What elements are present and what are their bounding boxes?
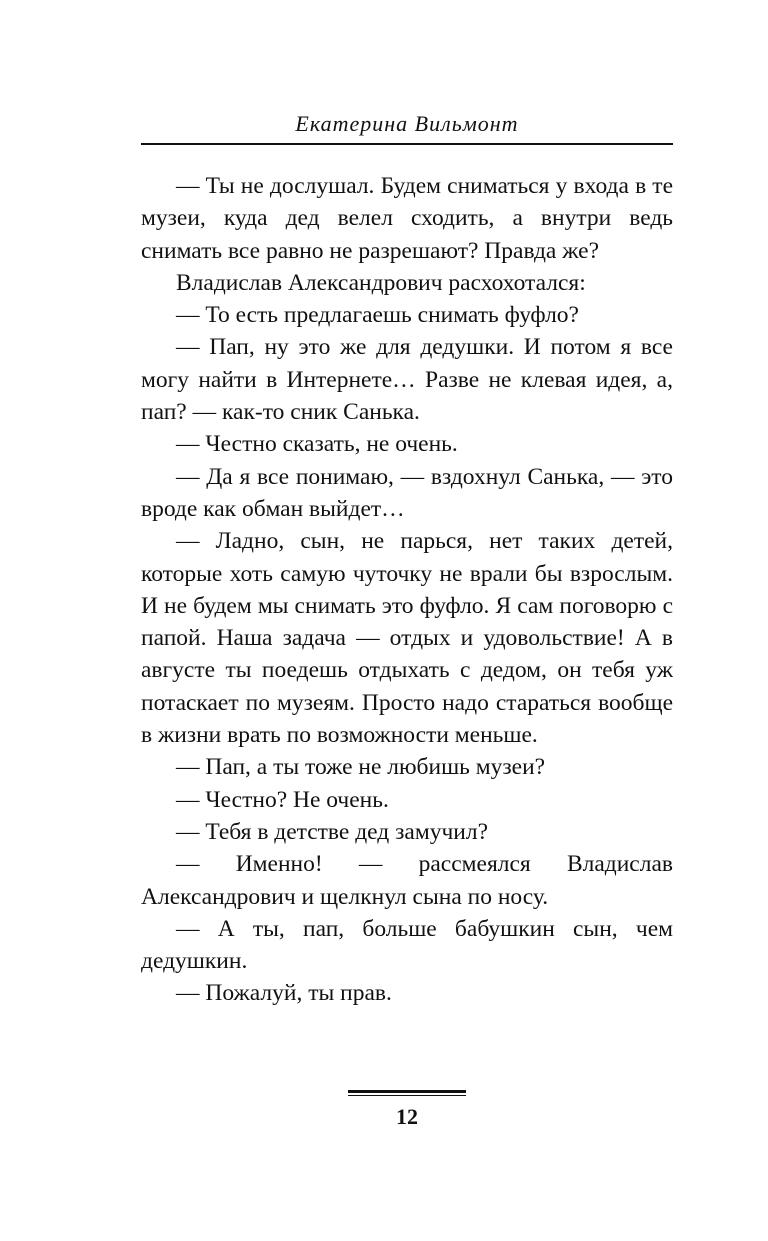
paragraph: — Пап, а ты тоже не любишь музеи? (176, 754, 546, 781)
paragraph: — Именно! — рассмеялся Владислав Александрович и щелкнул сына по носу. (141, 851, 673, 910)
paragraph: — Пожалуй, ты прав. (176, 980, 392, 1007)
paragraph: — Пап, ну это же для дедушки. И потом я все могу найти в Интернете… Разве не клевая идея, а, пап? — как-то сник Санька. (141, 334, 673, 426)
page-number: 12 (396, 1104, 418, 1129)
running-header-author: Екатерина Вильмонт (295, 111, 519, 136)
footer-rule-thick (348, 1090, 466, 1093)
paragraph: — Честно сказать, не очень. (176, 431, 458, 458)
paragraph: — Ладно, сын, не парься, нет таких детей, которые хоть самую чуточку не врали бы взрослым. И не будем мы снимать это фуфло. Я сам поговорю с папой. Наша задача — отдых и удовольствие! А в августе ты поедешь отдыхать с дедом, он тебя уж потаскает по музеям. Просто надо стараться вообще в жизни врать по возможности меньше. (141, 528, 673, 749)
paragraph: — Ты не дослушал. Будем сниматься у входа в те музеи, куда дед велел сходить, а внутри ведь снимать все равно не разрешают? Правда же? (141, 173, 673, 264)
footer-double-rule (348, 1090, 466, 1096)
paragraph: — Тебя в детстве дед замучил? (176, 818, 488, 845)
paragraph: — Да я все понимаю, — вздохнул Санька, — это вроде как обман выйдет… (141, 463, 673, 522)
footer-rule-thin (348, 1095, 466, 1096)
paragraph: — То есть предлагаешь снимать фуфло? (176, 302, 579, 329)
paragraph: — Честно? Не очень. (176, 786, 389, 813)
body-text (141, 170, 673, 1010)
paragraph: — А ты, пап, больше бабушкин сын, чем дедушкин. (141, 915, 673, 975)
paragraph: Владислав Александрович расхохотался: (176, 269, 586, 296)
header-rule (141, 143, 673, 145)
